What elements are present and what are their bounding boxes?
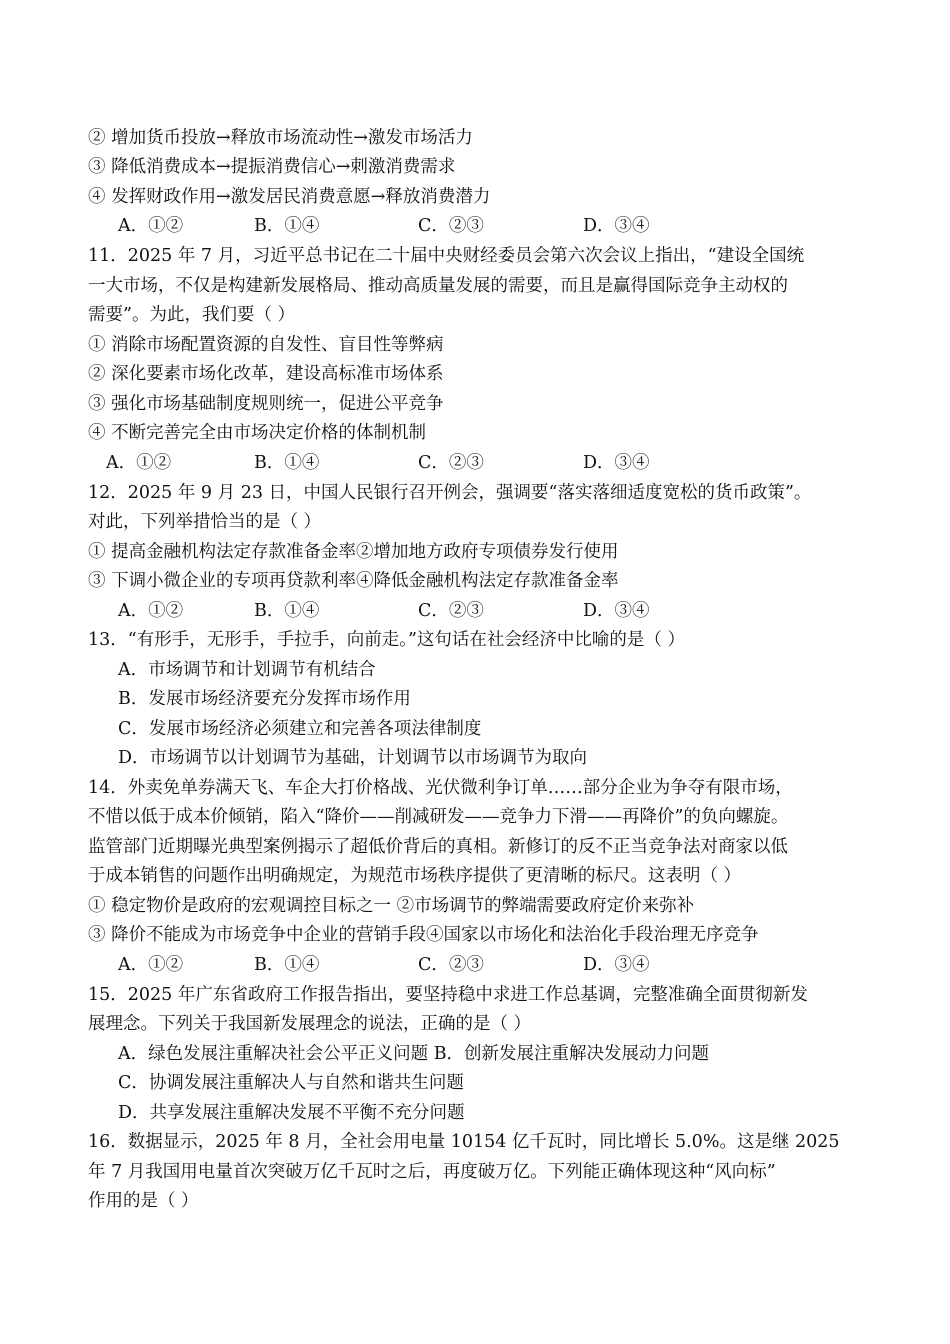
q12-choice-a[interactable]: A．①② (118, 601, 184, 621)
q14-choices (118, 954, 758, 976)
q14-items-line-1: ① 稳定物价是政府的宏观调控目标之一 ②市场调节的弊端需要政府定价来弥补 (88, 896, 695, 916)
q12-stem-line-2: 对此，下列举措恰当的是（ ） (88, 512, 322, 532)
q11-item-1: ① 消除市场配置资源的自发性、盲目性等弊病 (88, 335, 444, 355)
q14-choice-a[interactable]: A．①② (118, 955, 184, 975)
q11-choice-b[interactable]: B．①④ (254, 453, 320, 473)
q10-item-4: ④ 发挥财政作用→激发居民消费意愿→释放消费潜力 (88, 187, 491, 207)
q11-choice-c[interactable]: C．②③ (418, 453, 484, 473)
q16-stem-line-2: 年 7 月我国用电量首次突破万亿千瓦时之后，再度破万亿。下列能正确体现这种“风向标” (88, 1162, 776, 1182)
q10-choice-a[interactable]: A．①② (118, 216, 184, 236)
q10-item-3: ③ 降低消费成本→提振消费信心→刺激消费需求 (88, 157, 456, 177)
q11-stem-line-3: 需要”。为此，我们要（ ） (88, 305, 296, 325)
q16-stem-line-1: 16．数据显示，2025 年 8 月，全社会用电量 10154 亿千瓦时，同比增长 5.0%。这是继 2025 (88, 1132, 840, 1152)
q11-stem-line-1: 11．2025 年 7 月，习近平总书记在二十届中央财经委员会第六次会议上指出，“建设全国统 (88, 246, 805, 266)
q15-stem-line-2: 展理念。下列关于我国新发展理念的说法，正确的是（ ） (88, 1014, 532, 1034)
q16-stem-line-3: 作用的是（ ） (88, 1191, 199, 1211)
q13-option-b[interactable]: B．发展市场经济要充分发挥市场作用 (118, 689, 411, 709)
q15-stem-line-1: 15．2025 年广东省政府工作报告指出，要坚持稳中求进工作总基调，完整准确全面贯彻新发 (88, 985, 808, 1005)
q12-choice-c[interactable]: C．②③ (418, 601, 484, 621)
q14-choice-c[interactable]: C．②③ (418, 955, 484, 975)
q11-item-2: ② 深化要素市场化改革，建设高标准市场体系 (88, 364, 444, 384)
q12-items-line-1: ① 提高金融机构法定存款准备金率②增加地方政府专项债券发行使用 (88, 542, 619, 562)
q12-stem-line-1: 12．2025 年 9 月 23 日，中国人民银行召开例会，强调要“落实落细适度宽松的货币政策”。 (88, 483, 812, 503)
q11-item-4: ④ 不断完善完全由市场决定价格的体制机制 (88, 423, 427, 443)
q14-stem-line-2: 不惜以低于成本价倾销，陷入“降价——削减研发——竞争力下滑——再降价”的负向螺旋。 (88, 807, 789, 827)
q12-choice-b[interactable]: B．①④ (254, 601, 320, 621)
q13-option-d[interactable]: D．市场调节以计划调节为基础，计划调节以市场调节为取向 (118, 748, 588, 768)
q12-choice-d[interactable]: D．③④ (583, 601, 650, 621)
q14-choice-d[interactable]: D．③④ (583, 955, 650, 975)
q10-choice-c[interactable]: C．②③ (418, 216, 484, 236)
q14-stem-line-4: 于成本销售的问题作出明确规定，为规范市场秩序提供了更清晰的标尺。这表明（ ） (88, 866, 742, 886)
q15-options-ab[interactable]: A．绿色发展注重解决社会公平正义问题 B．创新发展注重解决发展动力问题 (118, 1044, 710, 1064)
q13-option-a[interactable]: A．市场调节和计划调节有机结合 (118, 660, 376, 680)
q12-items-line-2: ③ 下调小微企业的专项再贷款利率④降低金融机构法定存款准备金率 (88, 571, 619, 591)
q10-choices (118, 215, 758, 237)
q14-stem-line-1: 14．外卖免单券满天飞、车企大打价格战、光伏微利争订单……部分企业为争夺有限市场， (88, 778, 793, 798)
q11-choice-a[interactable]: A．①② (106, 453, 172, 473)
q15-option-c[interactable]: C．协调发展注重解决人与自然和谐共生问题 (118, 1073, 464, 1093)
q10-item-2: ② 增加货币投放→释放市场流动性→激发市场活力 (88, 128, 473, 148)
q12-choices (118, 600, 758, 622)
q15-option-d[interactable]: D．共享发展注重解决发展不平衡不充分问题 (118, 1103, 465, 1123)
q11-choices (106, 452, 758, 474)
q14-items-line-2: ③ 降价不能成为市场竞争中企业的营销手段④国家以市场化和法治化手段治理无序竞争 (88, 925, 759, 945)
q10-choice-d[interactable]: D．③④ (583, 216, 650, 236)
q13-stem: 13．“有形手，无形手，手拉手，向前走。”这句话在社会经济中比喻的是（ ） (88, 630, 685, 650)
q13-option-c[interactable]: C．发展市场经济必须建立和完善各项法律制度 (118, 719, 482, 739)
q11-item-3: ③ 强化市场基础制度规则统一，促进公平竞争 (88, 394, 444, 414)
q11-stem-line-2: 一大市场，不仅是构建新发展格局、推动高质量发展的需要，而且是赢得国际竞争主动权的 (88, 276, 788, 296)
q11-choice-d[interactable]: D．③④ (583, 453, 650, 473)
q10-choice-b[interactable]: B．①④ (254, 216, 320, 236)
q14-stem-line-3: 监管部门近期曝光典型案例揭示了超低价背后的真相。新修订的反不正当竞争法对商家以低 (88, 837, 788, 857)
q14-choice-b[interactable]: B．①④ (254, 955, 320, 975)
